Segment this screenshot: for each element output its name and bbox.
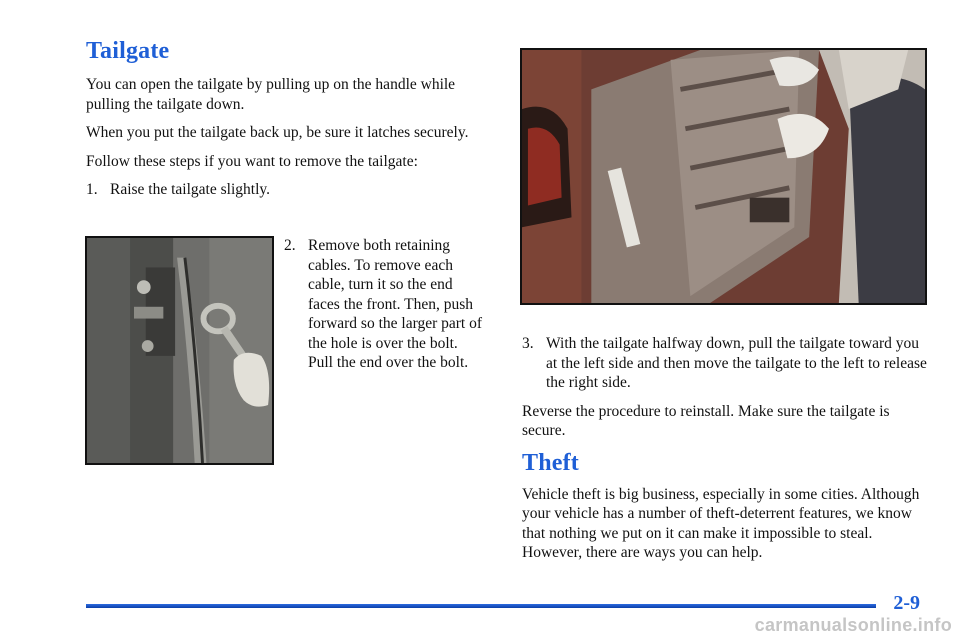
step-3-text: With the tailgate halfway down, pull the tailgate toward you at the left side and then move the tailgate to the left to release the right side. [546, 335, 927, 391]
step-2-text: Remove both retaining cables. To remove each cable, turn it so the end faces the front. Then, push forward so the larger part of the hole is over the bolt. Pull the end over the bolt. [308, 237, 483, 371]
right-column [522, 334, 928, 572]
tailgate-paragraph-3: Follow these steps if you want to remove the tailgate: [86, 152, 418, 170]
step-1-number: 1. [86, 181, 98, 198]
theft-paragraph-1: Vehicle theft is big business, especially in some cities. Although your vehicle has a number of theft-deterrent features, we know that nothing we put on it can make it impossible to steal. However, there are ways you can help. [522, 485, 920, 561]
tailgate-removal-photo [520, 48, 927, 305]
watermark: carmanualsonline.info [754, 615, 952, 635]
step-3 [522, 334, 928, 393]
page-number: 2-9 [893, 592, 920, 614]
tailgate-heading: Tailgate [86, 38, 170, 64]
step-1 [86, 180, 486, 200]
tailgate-paragraph-2: When you put the tailgate back up, be sure it latches securely. [86, 124, 469, 141]
tailgate-paragraph-4: Reverse the procedure to reinstall. Make sure the tailgate is secure. [522, 402, 890, 439]
footer-rule [86, 604, 876, 608]
theft-heading: Theft [522, 449, 579, 476]
tailgate-paragraph-1: You can open the tailgate by pulling up on the handle while pulling the tailgate down. [86, 76, 456, 113]
step-1-text: Raise the tailgate slightly. [110, 181, 270, 198]
left-column [86, 38, 486, 200]
step-2-number: 2. [284, 237, 296, 254]
step-2 [284, 236, 484, 373]
retaining-cable-photo [85, 236, 274, 465]
step-3-number: 3. [522, 335, 534, 352]
